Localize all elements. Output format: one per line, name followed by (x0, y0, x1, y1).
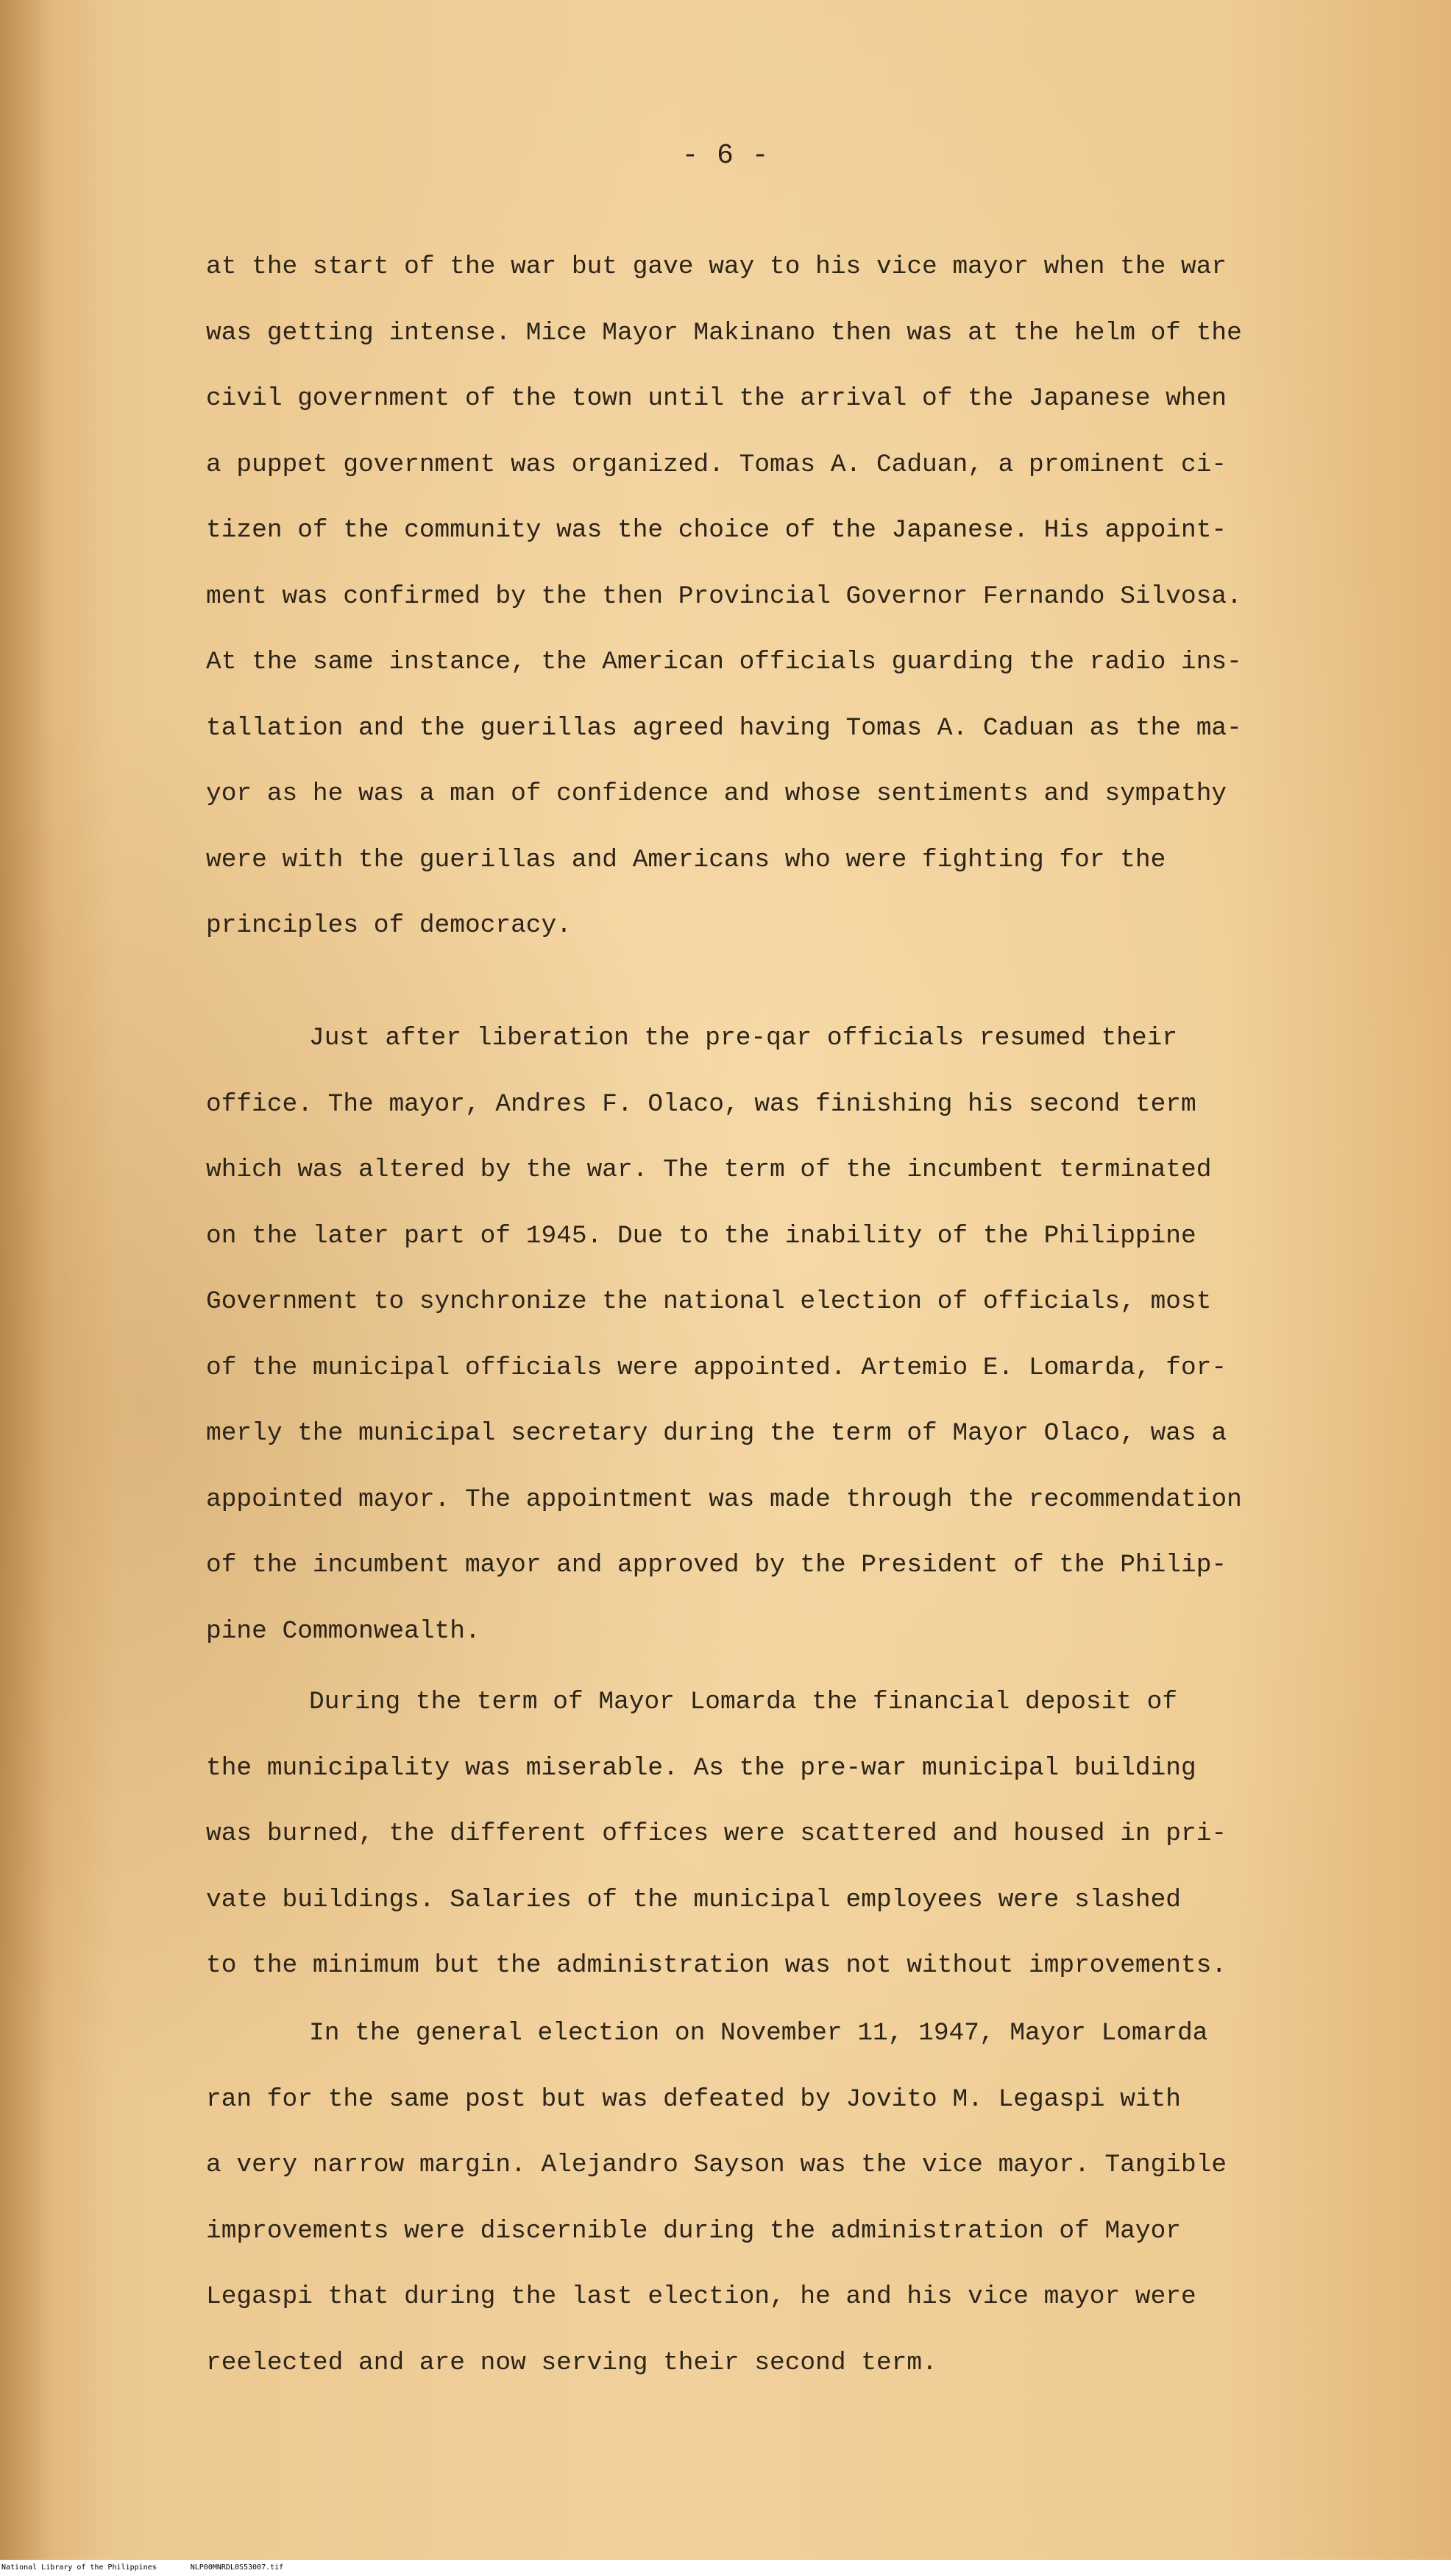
text-line: tallation and the guerillas agreed having Tomas A. Caduan as the ma- (206, 713, 1242, 743)
text-line: ran for the same post but was defeated by Jovito M. Legaspi with (206, 2084, 1182, 2114)
page-edge-shadow (0, 0, 52, 2560)
text-line: principles of democracy. (206, 911, 572, 940)
text-line: office. The mayor, Andres F. Olaco, was finishing his second term (206, 1089, 1196, 1119)
paragraph-1 (206, 234, 1354, 959)
text-line: Legaspi that during the last election, he and his vice mayor were (206, 2282, 1196, 2311)
text-line: yor as he was a man of confidence and whose sentiments and sympathy (206, 779, 1227, 808)
text-line: appointed mayor. The appointment was made through the recommendation (206, 1485, 1242, 1514)
text-line: reelected and are now serving their second term. (206, 2348, 937, 2377)
text-line: a very narrow margin. Alejandro Sayson was the vice mayor. Tangible (206, 2151, 1227, 2179)
page-number: - 6 - (681, 140, 770, 171)
footer-source: National Library of the Philippines (1, 2563, 157, 2572)
text-line: civil government of the town until the arrival of the Japanese when (206, 384, 1227, 413)
text-line: merly the municipal secretary during the term of Mayor Olaco, was a (206, 1419, 1227, 1448)
text-line: Just after liberation the pre-qar officials resumed their (309, 1024, 1178, 1052)
text-line: was burned, the different offices were scattered and housed in pri- (206, 1819, 1227, 1848)
paragraph-2 (206, 1005, 1354, 1664)
text-line: vate buildings. Salaries of the municipal employees were slashed (206, 1885, 1182, 1914)
text-line: In the general election on November 11, 1947, Mayor Lomarda (309, 2019, 1208, 2048)
text-line: was getting intense. Mice Mayor Makinano then was at the helm of the (206, 318, 1242, 347)
text-line: to the minimum but the administration was not without improvements. (206, 1951, 1227, 1980)
text-line: At the same instance, the American officials guarding the radio ins- (206, 648, 1242, 676)
text-line: ment was confirmed by the then Provincial Governor Fernando Silvosa. (206, 581, 1242, 611)
text-line: which was altered by the war. The term of the incumbent terminated (206, 1156, 1212, 1184)
text-line: the municipality was miserable. As the pre-war municipal building (206, 1753, 1196, 1783)
text-line: on the later part of 1945. Due to the inability of the Philippine (206, 1221, 1196, 1250)
text-line: During the term of Mayor Lomarda the financial deposit of (309, 1688, 1178, 1716)
text-line: of the municipal officials were appointed. Artemio E. Lomarda, for- (206, 1353, 1227, 1382)
text-line: a puppet government was organized. Tomas A. Caduan, a prominent ci- (206, 450, 1227, 479)
footer-filename: NLP00MNRDL0S53007.tif (190, 2563, 284, 2572)
text-line: pine Commonwealth. (206, 1616, 480, 1646)
scan-footer (0, 2560, 1451, 2576)
paragraph-4 (206, 2000, 1354, 2396)
text-line: at the start of the war but gave way to his vice mayor when the war (206, 252, 1227, 281)
paragraph-3 (206, 1669, 1354, 1999)
text-line: improvements were discernible during the administration of Mayor (206, 2216, 1182, 2246)
text-line: Government to synchronize the national election of officials, most (206, 1287, 1212, 1316)
text-line: tizen of the community was the choice of the Japanese. His appoint- (206, 516, 1227, 545)
text-line: of the incumbent mayor and approved by the President of the Philip- (206, 1551, 1227, 1579)
text-line: were with the guerillas and Americans who were fighting for the (206, 845, 1166, 874)
